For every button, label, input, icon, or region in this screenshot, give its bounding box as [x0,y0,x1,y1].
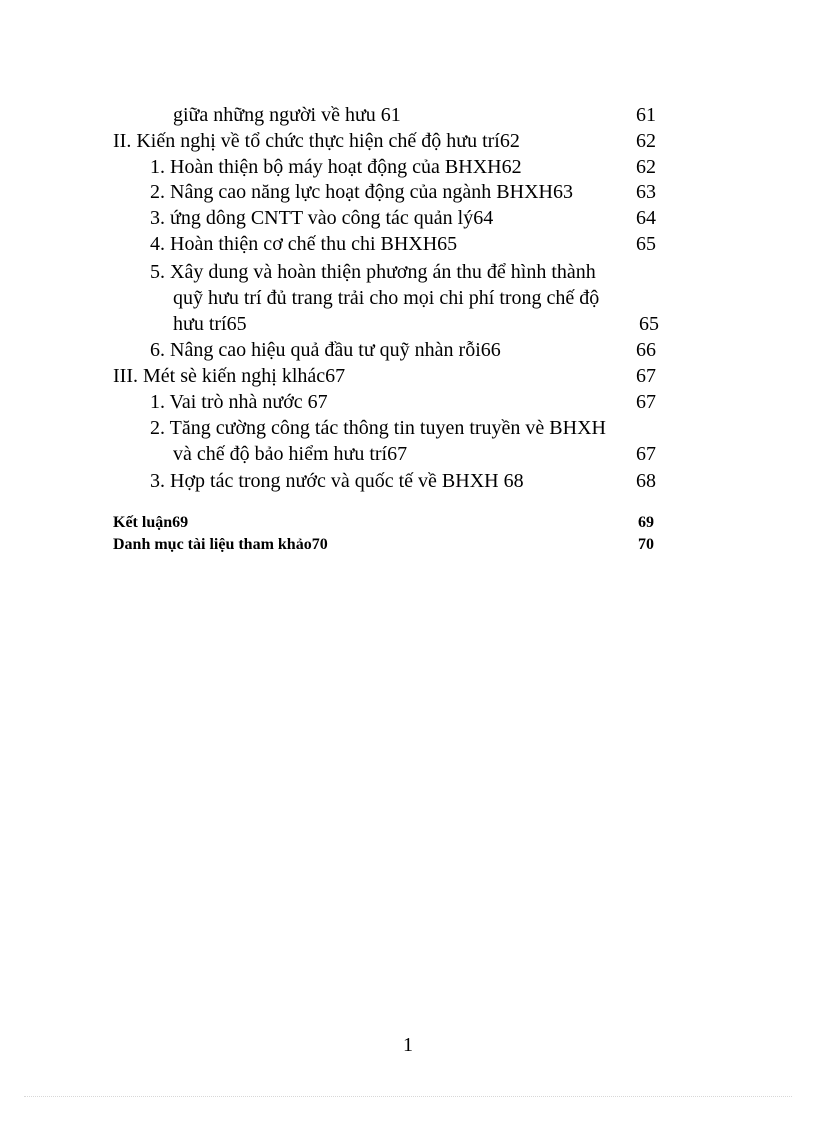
toc-entry-page: 63 [636,181,656,203]
toc-entry-page: 67 [636,443,656,465]
toc-entry-page: 64 [636,207,656,229]
toc-entry-page: 62 [636,156,656,178]
toc-entry-text: 3. Hợp tác trong nước và quốc tế về BHXH 68 [150,470,524,492]
toc-entry-text: 2. Tăng cường công tác thông tin tuyen truyền vè BHXH [150,417,606,439]
page-number: 1 [403,1034,413,1056]
toc-entry-text: 3. ứng dông CNTT vào công tác quản lý64 [150,207,494,229]
toc-entry-references: Danh mục tài liệu tham khảo70 [113,536,328,553]
toc-entry-page: 65 [636,233,656,255]
toc-entry-text: và chế độ bảo hiểm hưu trí67 [173,443,408,465]
toc-entry-page: 61 [636,104,656,126]
toc-entry-page: 66 [636,339,656,361]
toc-entry-text: 5. Xây dung và hoàn thiện phương án thu để hình thành [150,261,596,283]
toc-entry-text: III. Mét sè kiến nghị klhác67 [113,365,346,387]
toc-entry-page: 67 [636,391,656,413]
toc-entry-text: 1. Vai trò nhà nước 67 [150,391,328,413]
toc-entry-text: 6. Nâng cao hiệu quả đầu tư quỹ nhàn rỗi66 [150,339,501,361]
toc-entry-page: 68 [636,470,656,492]
toc-entry-text: hưu trí65 [173,313,247,335]
page-edge-divider [24,1096,792,1097]
toc-entry-page: 67 [636,365,656,387]
toc-entry-text: giữa những người về hưu 61 [173,104,401,126]
toc-entry-text: II. Kiến nghị về tổ chức thực hiện chế độ hưu trí62 [113,130,520,152]
toc-entry-text: quỹ hưu trí đủ trang trải cho mọi chi phí trong chế độ [173,287,600,309]
toc-entry-conclusion: Kết luận69 [113,514,189,531]
toc-entry-page: 62 [636,130,656,152]
toc-entry-text: 4. Hoàn thiện cơ chế thu chi BHXH65 [150,233,458,255]
toc-entry-page: 69 [638,514,654,531]
toc-entry-page: 70 [638,536,654,553]
toc-entry-page: 65 [639,313,659,335]
toc-entry-text: 2. Nâng cao năng lực hoạt động của ngành BHXH63 [150,181,573,203]
toc-entry-text: 1. Hoàn thiện bộ máy hoạt động của BHXH62 [150,156,522,178]
